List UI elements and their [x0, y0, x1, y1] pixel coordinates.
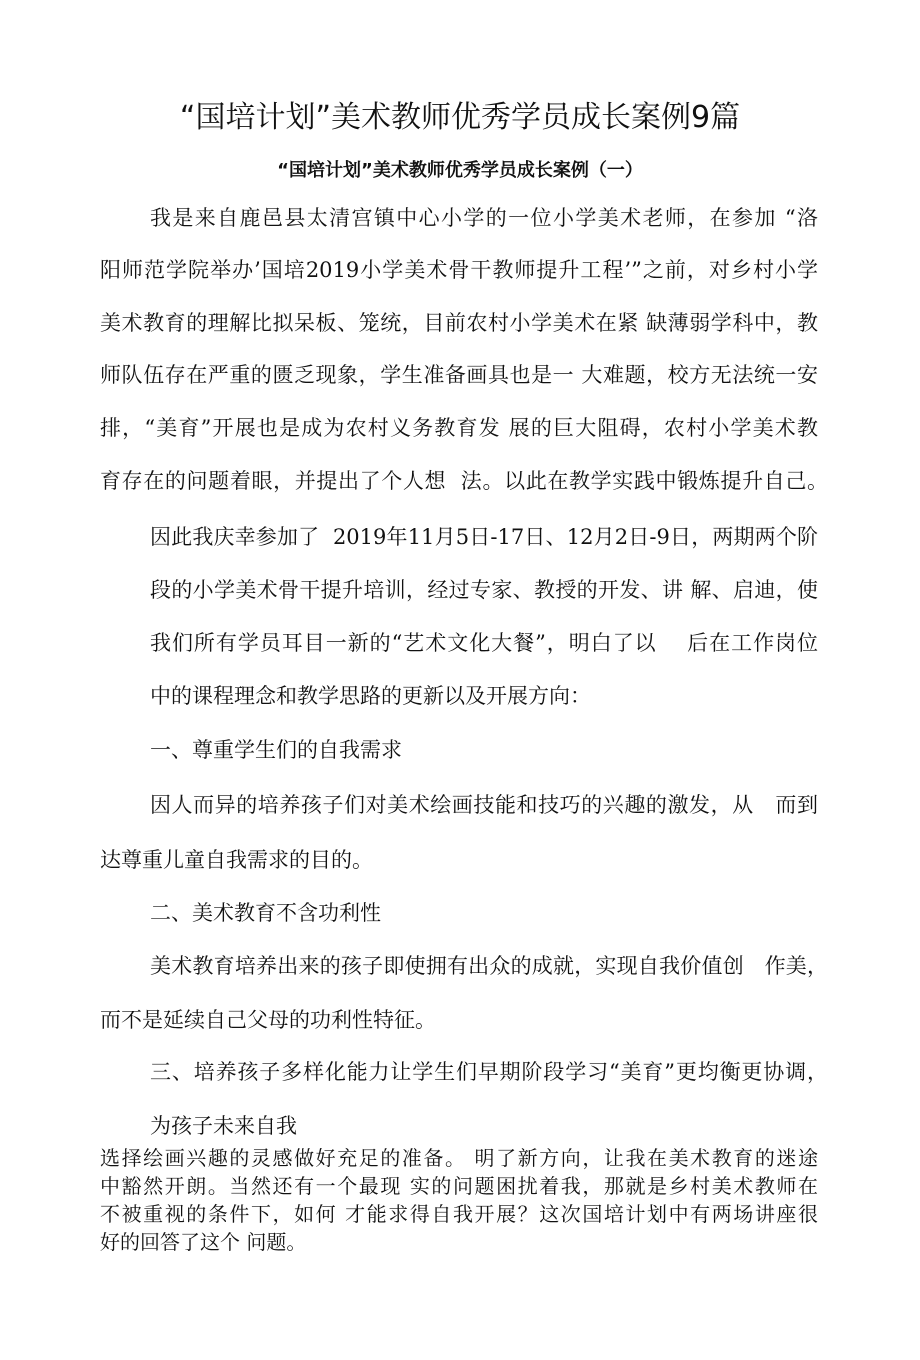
paragraph-line: 中的课程理念和教学思路的更新以及开展方向： [150, 684, 591, 708]
paragraph-line: 排，“美育”开展也是成为农村义务教育发 展的巨大阻碍，农村小学美术教 [100, 416, 818, 440]
section-heading: 一、尊重学生们的自我需求 [150, 738, 402, 762]
paragraph-line: 美术教育培养出来的孩子即使拥有出众的成就，实现自我价值创 作美， [150, 954, 828, 978]
section-heading: 三、培养孩子多样化能力让学生们早期阶段学习“美育”更均衡更协调， [150, 1060, 828, 1084]
section-heading-continued: 为孩子未来自我 [150, 1114, 297, 1138]
paragraph-line: 段的小学美术骨干提升培训，经过专家、教授的开发、讲 解、启迪，使 [150, 578, 818, 602]
paragraph-line: 我是来自鹿邑县太清宫镇中心小学的一位小学美术老师，在参加 “洛 [150, 206, 818, 230]
document-title: “国培计划”美术教师优秀学员成长案例9篇 [179, 100, 741, 135]
paragraph-line: 中豁然开朗。当然还有一个最现 实的问题困扰着我，那就是乡村美术教师在 [100, 1174, 818, 1198]
paragraph-line: 而不是延续自己父母的功利性特征。 [100, 1008, 436, 1032]
paragraph-line: 阳师范学院举办’国培2019小学美术骨干教师提升工程’”之前，对乡村小学 [100, 258, 818, 282]
paragraph-line: 师队伍存在严重的匮乏现象，学生准备画具也是一 大难题，校方无法统一安 [100, 363, 818, 387]
document-subtitle: “国培计划”美术教师优秀学员成长案例（一） [277, 160, 643, 181]
paragraph-line: 好的回答了这个 问题。 [100, 1230, 307, 1254]
paragraph-line: 因人而异的培养孩子们对美术绘画技能和技巧的兴趣的激发，从 而到 [150, 793, 818, 817]
paragraph-line: 达尊重儿童自我需求的目的。 [100, 848, 373, 872]
paragraph-line: 选择绘画兴趣的灵感做好充足的准备。 明了新方向，让我在美术教育的迷途 [100, 1146, 818, 1170]
paragraph-line: 育存在的问题着眼，并提出了个人想 法。以此在教学实践中锻炼提升自己。 [100, 469, 828, 493]
paragraph-line: 我们所有学员耳目一新的“艺术文化大餐”，明白了以 后在工作岗位 [150, 631, 818, 655]
section-heading: 二、美术教育不含功利性 [150, 901, 381, 925]
paragraph-line: 不被重视的条件下，如何 才能求得自我开展？这次国培计划中有两场讲座很 [100, 1202, 818, 1226]
paragraph-line: 因此我庆幸参加了 2019年11月5日-17日、12月2日-9日，两期两个阶 [150, 525, 818, 549]
paragraph-line: 美术教育的理解比拟呆板、笼统，目前农村小学美术在紧 缺薄弱学科中，教 [100, 311, 818, 335]
